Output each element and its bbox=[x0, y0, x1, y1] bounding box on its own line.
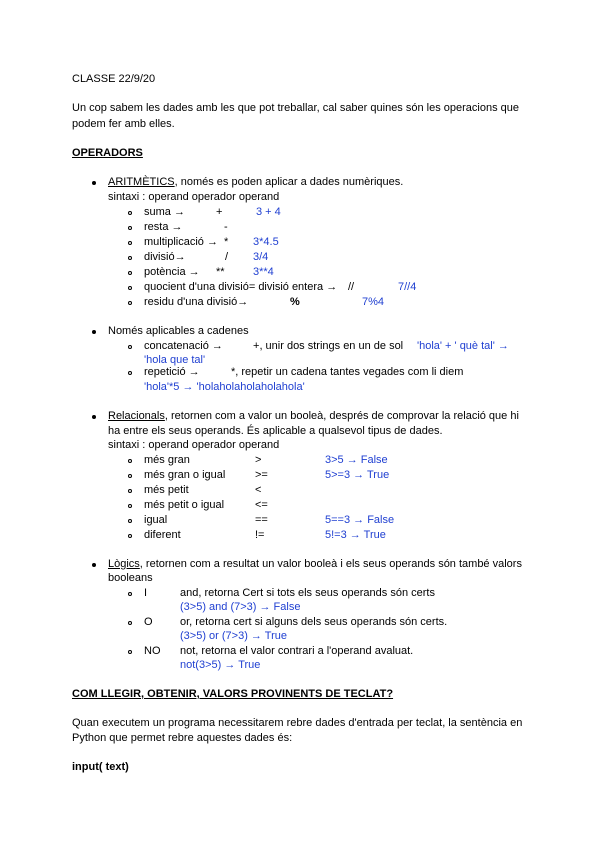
rep-desc bbox=[231, 365, 463, 379]
concat-result: 'hola que tal' bbox=[144, 354, 206, 366]
teclat-line-1: Quan executem un programa necessitarem rebre dades d'entrada per teclat, la sentència en bbox=[72, 717, 523, 729]
sub-bullet bbox=[128, 371, 132, 375]
rep-example: 'hola'*5 → 'holaholaholaholahola' bbox=[144, 381, 305, 393]
logic-op-and: I bbox=[144, 587, 148, 599]
op-name-multiplicacio: multiplicació → bbox=[144, 236, 218, 248]
relacionals-desc: , retornen com a valor un booleà, després de comprovar la relació que hi bbox=[164, 410, 519, 422]
sub-bullet bbox=[128, 226, 132, 230]
op-name-residu: residu d'una divisió→ bbox=[144, 296, 249, 308]
document-header: CLASSE 22/9/20 bbox=[72, 73, 156, 85]
rel-name-mes-petit-igual: més petit o igual bbox=[144, 499, 225, 511]
bullet-aritmetics bbox=[92, 181, 96, 185]
cadenes-title: Només aplicables a cadenes bbox=[108, 325, 249, 337]
aritmetics-syntax: sintaxi : operand operador operand bbox=[108, 191, 280, 203]
logics-title: Lògics bbox=[108, 558, 140, 570]
rel-example-diferent: 5!=3 → True bbox=[325, 529, 386, 541]
sub-bullet bbox=[128, 519, 132, 523]
rel-op-mes-petit-igual: <= bbox=[255, 499, 268, 511]
logic-op-or: O bbox=[144, 616, 153, 628]
teclat-heading: COM LLEGIR, OBTENIR, VALORS PROVINENTS DE TECLAT? bbox=[72, 688, 394, 700]
op-name-divisio: divisió→ bbox=[144, 251, 186, 263]
rep-op: * bbox=[231, 366, 236, 378]
sub-bullet bbox=[128, 301, 132, 305]
rel-op-igual: == bbox=[255, 514, 268, 526]
rel-example-igual: 5==3 → False bbox=[325, 514, 395, 526]
rel-op-diferent: != bbox=[255, 529, 265, 541]
op-symbol-divisio: / bbox=[225, 251, 229, 263]
op-example-divisio: 3/4 bbox=[253, 251, 269, 263]
sub-bullet bbox=[128, 241, 132, 245]
logics-line-2: booleans bbox=[108, 572, 153, 584]
operadors-heading: OPERADORS bbox=[72, 147, 143, 159]
sub-bullet bbox=[128, 650, 132, 654]
concat-example: 'hola' + ' què tal' → bbox=[417, 340, 509, 352]
rel-op-mes-gran-igual: >= bbox=[255, 469, 268, 481]
sub-bullet bbox=[128, 474, 132, 478]
rel-name-mes-gran-igual: més gran o igual bbox=[144, 469, 226, 481]
logic-example-not: not(3>5) → True bbox=[180, 659, 261, 671]
concat-name: concatenació → bbox=[144, 340, 223, 352]
logic-example-and: (3>5) and (7>3) → False bbox=[180, 601, 301, 613]
relacionals-syntax: sintaxi : operand operador operand bbox=[108, 439, 280, 451]
sub-bullet bbox=[128, 534, 132, 538]
op-name-quocient: quocient d'una divisió= divisió entera → bbox=[144, 281, 338, 293]
logic-desc-not: not, retorna el valor contrari a l'operand avaluat. bbox=[180, 645, 414, 657]
sub-bullet bbox=[128, 271, 132, 275]
logic-op-not: NO bbox=[144, 645, 161, 657]
rep-name: repetició → bbox=[144, 366, 200, 378]
rep-text: , repetir un cadena tantes vegades com li diem bbox=[235, 366, 464, 378]
relacionals-line-2: ha entre els seus operands. És aplicable a qualsevol tipus de dades. bbox=[108, 425, 443, 437]
op-symbol-resta: - bbox=[224, 221, 228, 233]
intro-line-1: Un cop sabem les dades amb les que pot treballar, cal saber quines són les operacions que bbox=[72, 102, 519, 114]
logics-desc: , retornen com a resultat un valor booleà i els seus operands són també valors bbox=[139, 558, 522, 570]
op-name-suma: suma → bbox=[144, 206, 185, 218]
teclat-line-2: Python que permet rebre aquestes dades és: bbox=[72, 732, 293, 744]
op-example-quocient: 7//4 bbox=[398, 281, 417, 293]
rel-name-mes-petit: més petit bbox=[144, 484, 189, 496]
logic-example-or: (3>5) or (7>3) → True bbox=[180, 630, 287, 642]
bullet-relacionals bbox=[92, 415, 96, 419]
op-symbol-quocient: // bbox=[348, 281, 355, 293]
concat-op: + bbox=[253, 340, 260, 352]
rel-example-mes-gran: 3>5 → False bbox=[325, 454, 388, 466]
sub-bullet bbox=[128, 286, 132, 290]
relacionals-title: Relacionals bbox=[108, 410, 165, 422]
logic-desc-or: or, retorna cert si alguns dels seus operands són certs. bbox=[180, 616, 448, 628]
sub-bullet bbox=[128, 504, 132, 508]
op-example-multiplicacio: 3*4.5 bbox=[253, 236, 279, 248]
sub-bullet bbox=[128, 592, 132, 596]
concat-text: , unir dos strings en un de sol bbox=[259, 340, 404, 352]
sub-bullet bbox=[128, 211, 132, 215]
bullet-logics bbox=[92, 563, 96, 567]
logics-line-1 bbox=[108, 557, 522, 571]
op-symbol-multiplicacio: * bbox=[224, 236, 229, 248]
op-symbol-potencia: ** bbox=[216, 266, 225, 278]
rel-name-igual: igual bbox=[144, 514, 168, 526]
logic-desc-and: and, retorna Cert si tots els seus operands són certs bbox=[180, 587, 435, 599]
rel-example-mes-gran-igual: 5>=3 → True bbox=[325, 469, 390, 481]
op-example-potencia: 3**4 bbox=[253, 266, 274, 278]
aritmetics-line bbox=[108, 175, 403, 189]
aritmetics-title: ARITMÈTICS bbox=[108, 176, 175, 188]
sub-bullet bbox=[128, 621, 132, 625]
rel-op-mes-petit: < bbox=[255, 484, 262, 496]
op-symbol-residu: % bbox=[290, 296, 300, 308]
rel-name-mes-gran: més gran bbox=[144, 454, 190, 466]
sub-bullet bbox=[128, 489, 132, 493]
sub-bullet bbox=[128, 459, 132, 463]
op-example-residu: 7%4 bbox=[362, 296, 385, 308]
rel-name-diferent: diferent bbox=[144, 529, 181, 541]
op-name-potencia: potència → bbox=[144, 266, 200, 278]
sub-bullet bbox=[128, 256, 132, 260]
concat-desc bbox=[253, 339, 403, 353]
sub-bullet bbox=[128, 345, 132, 349]
intro-line-2: podem fer amb elles. bbox=[72, 118, 175, 130]
op-name-resta: resta → bbox=[144, 221, 183, 233]
bullet-cadenes bbox=[92, 330, 96, 334]
relacionals-line-1 bbox=[108, 409, 519, 423]
op-symbol-suma: + bbox=[216, 206, 223, 218]
input-code: input( text) bbox=[72, 761, 129, 773]
op-example-suma: 3 + 4 bbox=[256, 206, 281, 218]
aritmetics-desc: , només es poden aplicar a dades numèriques. bbox=[174, 176, 404, 188]
rel-op-mes-gran: > bbox=[255, 454, 262, 466]
